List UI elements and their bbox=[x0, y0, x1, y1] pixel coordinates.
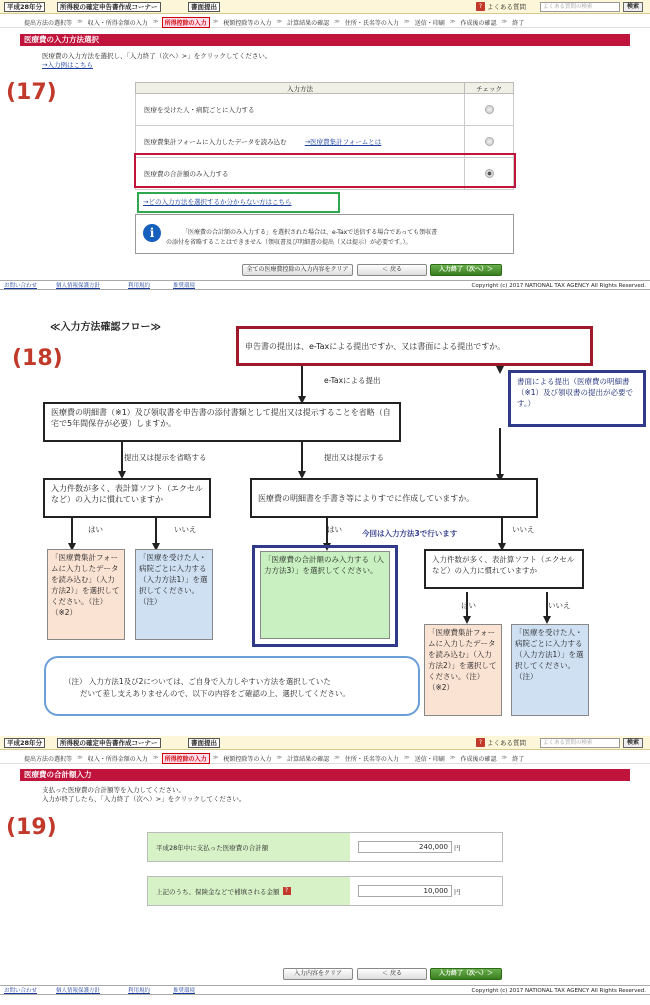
highlight-red-box bbox=[134, 153, 516, 188]
step-2: 収入・所得金額の入力 bbox=[87, 755, 148, 763]
faq-link[interactable] bbox=[476, 738, 526, 748]
question-handwritten: 医療費の明細書を手書き等によりすでに作成していますか。 bbox=[250, 478, 538, 518]
note-line-2: だいて差し支えありませんので、以下の内容をご確認の上、選択してください。 bbox=[80, 689, 350, 698]
step-4: 税額控除等の入力 bbox=[223, 755, 272, 763]
step-9: 終了 bbox=[512, 755, 525, 763]
step-3-current: 所得控除の入力 bbox=[162, 17, 210, 28]
back-button-19[interactable]: ＜ 戻る bbox=[357, 968, 427, 980]
step-marker-18: (18) bbox=[12, 346, 63, 371]
insurance-label-cell bbox=[148, 877, 350, 905]
info-line-1: 「医療費の合計額のみ入力する」を選択された場合は、e-Taxで送信する場合であっても領収書 bbox=[182, 229, 438, 236]
form-about-link[interactable]: →医療費集計フォームとは bbox=[304, 138, 382, 146]
card-method2-a: 「医療費集計フォームに入力したデータを読み込む」（入力方法2）」を選択してください。（注）（※2） bbox=[47, 549, 125, 640]
instruction-17: 医療費の入力方法を選択し、「入力終了（次へ）>」をクリックしてください。 bbox=[42, 52, 272, 60]
footer-privacy-link[interactable]: 個人情報保護方針 bbox=[56, 283, 101, 289]
insurance-row bbox=[147, 876, 503, 906]
form-submit-button[interactable]: 書面提出 bbox=[188, 738, 220, 748]
medical-total-label: 平成28年中に支払った医療費の合計額 bbox=[148, 833, 350, 861]
top-header-19 bbox=[0, 736, 650, 750]
step-marker-19: (19) bbox=[6, 815, 57, 840]
footer-env-link[interactable]: 推奨環境 bbox=[173, 988, 196, 994]
insurance-label: 上記のうち、保険金などで補填される金額 bbox=[156, 887, 280, 896]
step-marker-17: (17) bbox=[6, 80, 57, 105]
flow-title: ≪入力方法確認フロー≫ bbox=[50, 322, 161, 333]
present-label: 提出又は提示する bbox=[324, 453, 384, 462]
search-button[interactable]: 検索 bbox=[623, 738, 643, 748]
method-option-label: 医療費の合計額のみ入力する bbox=[136, 158, 465, 190]
step-3-current: 所得控除の入力 bbox=[162, 753, 210, 764]
yes-label-a: はい bbox=[88, 525, 103, 534]
search-input[interactable]: よくある質問の検索 bbox=[540, 738, 620, 748]
no-label-a: いいえ bbox=[174, 525, 197, 534]
faq-link[interactable] bbox=[476, 2, 526, 12]
copyright: Copyright (c) 2017 NATIONAL TAX AGENCY All Rights Reserved. bbox=[471, 283, 646, 289]
yes-label-c: はい bbox=[461, 601, 476, 610]
footer-contact-link[interactable]: お問い合わせ bbox=[4, 988, 38, 994]
help-icon[interactable]: ? bbox=[283, 887, 291, 895]
footer-17 bbox=[0, 280, 650, 290]
yen-unit: 円 bbox=[454, 888, 461, 896]
yen-unit: 円 bbox=[454, 844, 461, 852]
method-row-1[interactable] bbox=[136, 94, 514, 126]
year-button[interactable]: 平成28年分 bbox=[4, 2, 45, 12]
info-icon: i bbox=[143, 224, 161, 242]
faq-label: よくある質問 bbox=[487, 3, 526, 11]
step-6: 住所・氏名等の入力 bbox=[344, 19, 399, 27]
step-5: 計算結果の確認 bbox=[287, 755, 330, 763]
step-6: 住所・氏名等の入力 bbox=[344, 755, 399, 763]
method-option-label: 医療を受けた人・病院ごとに入力する bbox=[136, 94, 465, 126]
back-button-17[interactable]: ＜ 戻る bbox=[357, 264, 427, 276]
search-input[interactable]: よくある質問の検索 bbox=[540, 2, 620, 12]
step-7: 送信・印刷 bbox=[414, 19, 445, 27]
method-column-header: 入力方法 bbox=[136, 83, 465, 94]
card-method1-b: 「医療を受けた人・病院ごとに入力する（入力方法1）」を選択してください。（注） bbox=[511, 624, 589, 716]
step-7: 送信・印刷 bbox=[414, 755, 445, 763]
step-8: 作成後の確認 bbox=[460, 755, 497, 763]
form-submit-button[interactable]: 書面提出 bbox=[188, 2, 220, 12]
step-5: 計算結果の確認 bbox=[287, 19, 330, 27]
copyright: Copyright (c) 2017 NATIONAL TAX AGENCY All Rights Reserved. bbox=[471, 988, 646, 994]
instruction-19-line1: 支払った医療費の合計額等を入力してください。 bbox=[42, 786, 185, 794]
method-option-label: 医療費集計フォームに入力したデータを読み込む bbox=[144, 138, 287, 146]
note-box bbox=[44, 656, 420, 716]
paper-submission-box: 書面による提出（医療費の明細書（※1）及び領収書の提出が必要です。） bbox=[508, 370, 646, 427]
step-2: 収入・所得金額の入力 bbox=[87, 19, 148, 27]
example-link[interactable]: →入力例はこちら bbox=[42, 61, 93, 69]
help-link[interactable]: →どの入力方法を選択するか分からない方はこちら bbox=[143, 198, 292, 206]
this-time-label: 今回は入力方法3で行います bbox=[362, 529, 458, 538]
step-bar-17: 提出方法の選択等 ≫ 収入・所得金額の入力 ≫ 所得控除の入力 ≫ 税額控除等の入力 ≫ 計算結果の確認 ≫ 住所・氏名等の入力 ≫ 送信・印刷 ≫ 作成後の確認 ≫ 終了 bbox=[0, 16, 650, 28]
question-icon: ? bbox=[476, 738, 485, 747]
footer-privacy-link[interactable]: 個人情報保護方針 bbox=[56, 988, 101, 994]
question-icon: ? bbox=[476, 2, 485, 11]
info-line-2: の添付を省略することはできません（領収書及び明細書の提出（又は提示）が必要です。）。 bbox=[166, 239, 412, 246]
method-radio-2[interactable] bbox=[485, 137, 494, 146]
method-radio-1[interactable] bbox=[485, 105, 494, 114]
info-box bbox=[135, 214, 514, 254]
card-method3: 「医療費の合計額のみ入力する（入力方法3）」を選択してください。 bbox=[260, 551, 390, 639]
step-bar-19: 提出方法の選択等 ≫ 収入・所得金額の入力 ≫ 所得控除の入力 ≫ 税額控除等の入力 ≫ 計算結果の確認 ≫ 住所・氏名等の入力 ≫ 送信・印刷 ≫ 作成後の確認 ≫ 終了 bbox=[0, 752, 650, 764]
next-button-19[interactable]: 入力終了（次へ）＞ bbox=[430, 968, 502, 980]
faq-label: よくある質問 bbox=[487, 739, 526, 747]
card-method1-a: 「医療を受けた人・病院ごとに入力する（入力方法1）」を選択してください。（注） bbox=[135, 549, 213, 640]
question-spreadsheet-a: 入力件数が多く、表計算ソフト（エクセルなど）の入力に慣れていますか bbox=[43, 478, 211, 518]
step-9: 終了 bbox=[512, 19, 525, 27]
year-button[interactable]: 平成28年分 bbox=[4, 738, 45, 748]
question-omit-receipts: 医療費の明細書（※1）及び領収書を申告書の添付書類として提出又は提示することを省略（自宅で5年間保存が必要）しますか。 bbox=[43, 402, 401, 442]
clear-all-button[interactable]: 全ての医療費控除の入力内容をクリア bbox=[242, 264, 353, 276]
question-spreadsheet-b: 入力件数が多く、表計算ソフト（エクセルなど）の入力に慣れていますか bbox=[424, 549, 584, 589]
page-title-17: 医療費の入力方法選択 bbox=[20, 34, 630, 46]
note-line-1: （注） 入力方法1及び2については、ご自身で入力しやすい方法を選択していた bbox=[64, 677, 331, 686]
check-column-header: チェック bbox=[465, 83, 514, 94]
step-1: 提出方法の選択等 bbox=[24, 755, 73, 763]
top-header-17 bbox=[0, 0, 650, 14]
footer-contact-link[interactable]: お問い合わせ bbox=[4, 283, 38, 289]
corner-button[interactable]: 所得税の確定申告書作成コーナー bbox=[57, 738, 161, 748]
step-4: 税額控除等の入力 bbox=[223, 19, 272, 27]
yes-label-b: はい bbox=[327, 525, 342, 534]
corner-button[interactable]: 所得税の確定申告書作成コーナー bbox=[57, 2, 161, 12]
omit-label: 提出又は提示を省略する bbox=[124, 453, 207, 462]
medical-total-row bbox=[147, 832, 503, 862]
search-button[interactable]: 検索 bbox=[623, 2, 643, 12]
step-1: 提出方法の選択等 bbox=[24, 19, 73, 27]
insurance-input[interactable]: 10,000 bbox=[358, 885, 452, 897]
page-title-19: 医療費の合計額入力 bbox=[20, 769, 630, 781]
footer-19 bbox=[0, 985, 650, 995]
no-label-b: いいえ bbox=[512, 525, 535, 534]
clear-input-button[interactable]: 入力内容をクリア bbox=[283, 968, 353, 980]
footer-env-link[interactable]: 推奨環境 bbox=[173, 283, 196, 289]
no-label-c: いいえ bbox=[548, 601, 571, 610]
etax-label: e-Taxによる提出 bbox=[324, 376, 381, 385]
question-submission-method: 申告書の提出は、e-Taxによる提出ですか、又は書面による提出ですか。 bbox=[236, 326, 593, 366]
footer-terms-link[interactable]: 利用規約 bbox=[128, 988, 151, 994]
medical-total-input[interactable]: 240,000 bbox=[358, 841, 452, 853]
step-8: 作成後の確認 bbox=[460, 19, 497, 27]
footer-terms-link[interactable]: 利用規約 bbox=[128, 283, 151, 289]
card-method2-b: 「医療費集計フォームに入力したデータを読み込む」（入力方法2）」を選択してください。（注）（※2） bbox=[424, 624, 502, 716]
instruction-19-line2: 入力が終了したら、「入力終了（次へ）>」をクリックしてください。 bbox=[42, 795, 246, 803]
next-button-17[interactable]: 入力終了（次へ）＞ bbox=[430, 264, 502, 276]
